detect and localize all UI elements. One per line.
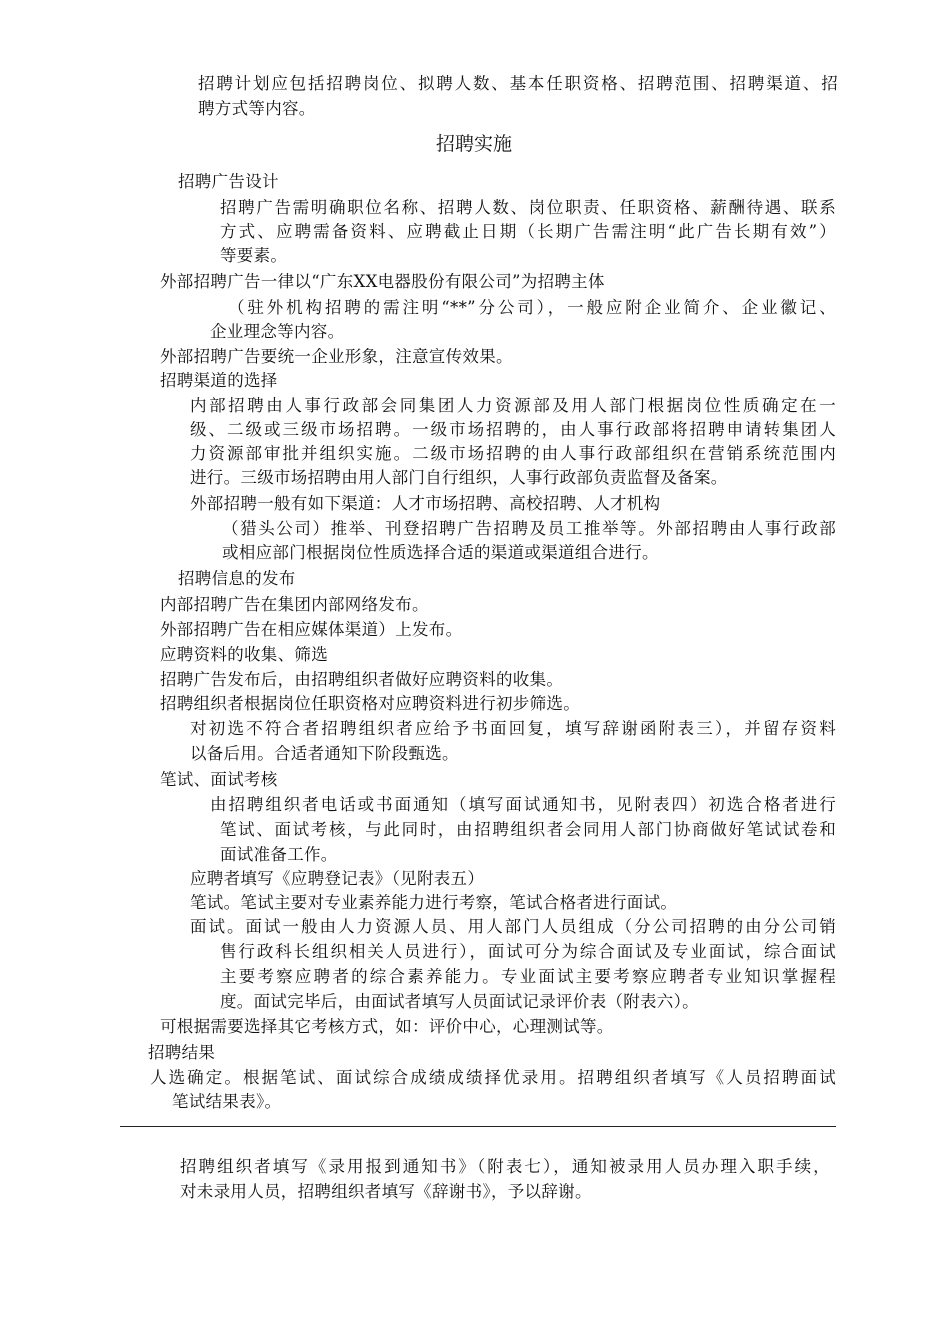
notify-line-1: 由招聘组织者电话或书面通知（填写面试通知书，见附表四）初选合格者进行: [210, 795, 836, 814]
rejection-line-2: 以备后用。合适者通知下阶段甄选。: [190, 744, 459, 763]
interview-line-2: 售行政科长组织相关人员进行），面试可分为综合面试及专业面试，综合面试: [220, 942, 836, 961]
heading-info-publishing: 招聘信息的发布: [178, 569, 296, 588]
selection-line-2: 笔试结果表》。: [172, 1092, 282, 1111]
notify-line-2: 笔试、面试考核，与此同时，由招聘组织者会同用人部门协商做好笔试试卷和: [220, 820, 836, 839]
interview-line-3: 主要考察应聘者的综合素养能力。专业面试主要考察应聘者专业知识掌握程: [220, 967, 836, 986]
external-ad-subject-line-2: （驻外机构招聘的需注明“**”分公司），一般应附企业简介、企业徽记、: [228, 298, 836, 317]
ad-design-line-2: 方式、应聘需备资料、应聘截止日期（长期广告需注明“此广告长期有效”）: [220, 222, 836, 241]
internal-channel-line-3: 力资源部审批并组织实施。二级市场招聘的由人事行政部组织在营销系统范围内: [190, 444, 836, 463]
heading-ad-design: 招聘广告设计: [178, 172, 279, 191]
internal-channel-line-1: 内部招聘由人事行政部会同集团人力资源部及用人部门根据岗位性质确定在一: [190, 396, 836, 415]
rejection-line-1: 对初选不符合者招聘组织者应给予书面回复，填写辞谢函附表三），并留存资料: [190, 719, 836, 738]
heading-collection-screening: 应聘资料的收集、筛选: [160, 645, 328, 664]
external-channel-line-1: 外部招聘一般有如下渠道：人才市场招聘、高校招聘、人才机构: [190, 494, 661, 513]
heading-channel-selection: 招聘渠道的选择: [160, 371, 278, 390]
external-ad-image-line: 外部招聘广告要统一企业形象，注意宣传效果。: [160, 347, 513, 366]
section-title-recruitment-implementation: 招聘实施: [436, 133, 513, 155]
external-channel-line-2: （猎头公司）推举、刊登招聘广告招聘及员工推举等。外部招聘由人事行政部: [222, 519, 836, 538]
external-publishing-line: 外部招聘广告在相应媒体渠道）上发布。: [160, 620, 463, 639]
plan-line-2: 聘方式等内容。: [198, 99, 316, 118]
external-channel-line-3: 或相应部门根据岗位性质选择合适的渠道或渠道组合进行。: [222, 543, 659, 562]
admission-notice-line-2: 对未录用人员，招聘组织者填写《辞谢书》，予以辞谢。: [180, 1182, 592, 1201]
written-test-line: 笔试。笔试主要对专业素养能力进行考察，笔试合格者进行面试。: [190, 893, 678, 912]
interview-line-1: 面试。面试一般由人力资源人员、用人部门人员组成（分公司招聘的由分公司销: [190, 917, 836, 936]
internal-channel-line-2: 级、二级或三级市场招聘。一级市场招聘的，由人事行政部将招聘申请转集团人: [190, 420, 836, 439]
horizontal-divider: [120, 1126, 836, 1127]
internal-channel-line-4: 进行。三级市场招聘由用人部门自行组织，人事行政部负责监督及备案。: [190, 468, 728, 487]
heading-results: 招聘结果: [148, 1043, 216, 1062]
ad-design-line-1: 招聘广告需明确职位名称、招聘人数、岗位职责、任职资格、薪酬待遇、联系: [220, 198, 836, 217]
notify-line-3: 面试准备工作。: [220, 845, 338, 864]
external-ad-subject-line-1: 外部招聘广告一律以“广东XX电器股份有限公司”为招聘主体: [160, 272, 605, 291]
collection-line: 招聘广告发布后，由招聘组织者做好应聘资料的收集。: [160, 670, 564, 689]
internal-publishing-line: 内部招聘广告在集团内部网络发布。: [160, 595, 429, 614]
heading-written-interview: 笔试、面试考核: [160, 770, 278, 789]
screening-line: 招聘组织者根据岗位任职资格对应聘资料进行初步筛选。: [160, 694, 580, 713]
registration-form-line: 应聘者填写《应聘登记表》（见附表五）: [190, 869, 485, 888]
interview-line-4: 度。面试完毕后，由面试者填写人员面试记录评价表（附表六）。: [220, 992, 699, 1011]
selection-line-1: 人选确定。根据笔试、面试综合成绩成绩择优录用。招聘组织者填写《人员招聘面试: [150, 1068, 836, 1087]
external-ad-subject-line-3: 企业理念等内容。: [210, 322, 345, 341]
ad-design-line-3: 等要素。: [220, 246, 288, 265]
plan-line-1: 招聘计划应包括招聘岗位、拟聘人数、基本任职资格、招聘范围、招聘渠道、招: [198, 74, 838, 93]
admission-notice-line-1: 招聘组织者填写《录用报到通知书》（附表七），通知被录用人员办理入职手续，: [180, 1157, 830, 1176]
other-assessment-line: 可根据需要选择其它考核方式，如：评价中心，心理测试等。: [160, 1017, 614, 1036]
